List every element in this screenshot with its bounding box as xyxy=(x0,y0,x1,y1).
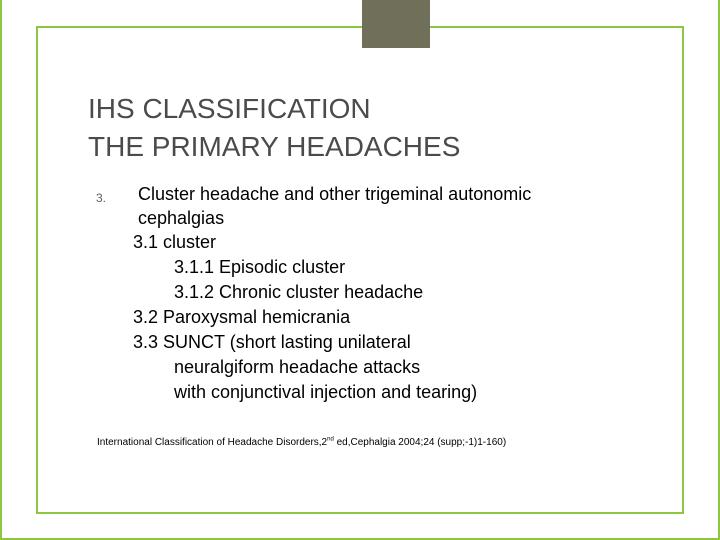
heading-line-1: Cluster headache and other trigeminal autonomic xyxy=(138,184,532,204)
citation-footnote xyxy=(97,437,506,448)
sub-item-3-3-cont-1: neuralgiform headache attacks xyxy=(174,357,421,377)
footnote-text-start: International Classification of Headache Disorders,2 xyxy=(97,437,328,448)
sub-item-3-1-1: 3.1.1 Episodic cluster xyxy=(174,257,346,277)
footnote-superscript: nd xyxy=(327,436,334,443)
list-item-heading xyxy=(138,182,638,230)
list-item-number: 3. xyxy=(96,191,107,205)
sub-item-3-1-2: 3.1.2 Chronic cluster headache xyxy=(174,282,424,302)
title-line-2: THE PRIMARY HEADACHES xyxy=(88,131,461,162)
heading-line-2: cephalgias xyxy=(138,208,225,228)
footnote-text-end: ed,Cephalgia 2004;24 (supp;-1)1-160) xyxy=(333,437,507,448)
sub-item-3-3: 3.3 SUNCT (short lasting unilateral xyxy=(133,332,411,352)
sub-item-3-2: 3.2 Paroxysmal hemicrania xyxy=(133,307,351,327)
title-line-1: IHS CLASSIFICATION xyxy=(88,93,371,124)
sub-item-3-3-cont-2: with conjunctival injection and tearing) xyxy=(174,382,478,402)
accent-bar xyxy=(362,0,430,48)
sub-item-3-1: 3.1 cluster xyxy=(133,232,217,252)
slide-title xyxy=(88,90,648,166)
